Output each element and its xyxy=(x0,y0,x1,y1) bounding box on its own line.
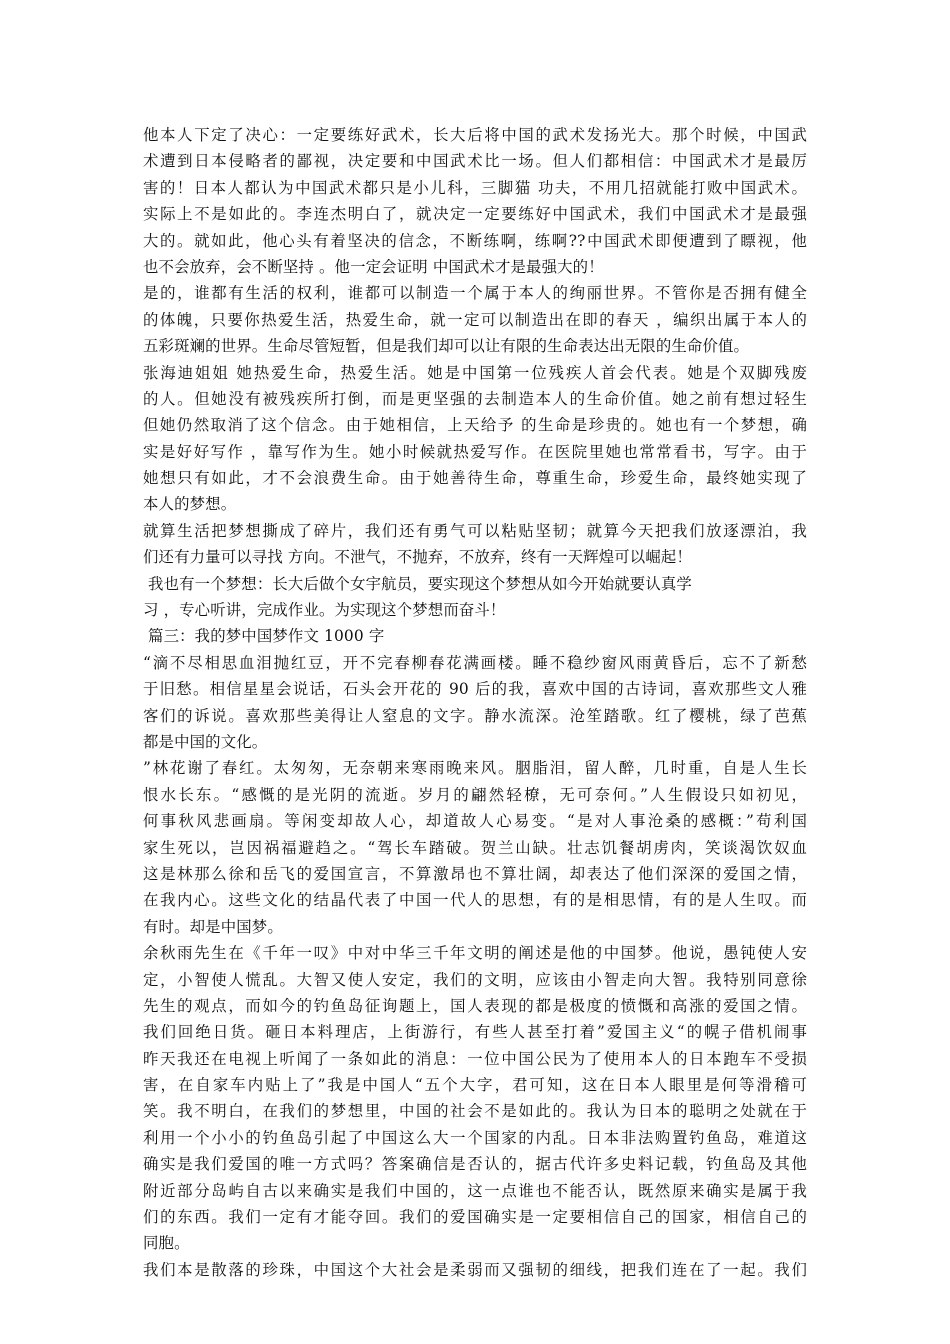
text-line: 先生的观点，而如今的钓鱼岛征询题上，国人表现的都是极度的愤慨和高涨的爱国之情。 xyxy=(143,996,807,1015)
text-line: 客们的诉说。喜欢那些美得让人窒息的文字。静水流深。沧笙踏歌。红了樱桃，绿了芭蕉 xyxy=(143,706,807,725)
text-line: 昨天我还在电视上听闻了一条如此的消息：一位中国公民为了使用本人的日本跑车不受损 xyxy=(143,1049,807,1068)
text-line: 害，在自家车内贴上了”我是中国人“五个大字，君可知，这在日本人眼里是何等滑稽可 xyxy=(143,1076,807,1095)
text-line: 习 ，专心听讲，完成作业。为实现这个梦想而奋斗！ xyxy=(143,601,506,620)
text-line: 笑。我不明白，在我们的梦想里，中国的社会不是如此的。我认为日本的聪明之处就在于 xyxy=(143,1102,807,1121)
text-line: 这是林那么徐和岳飞的爱国宣言，不算激昂也不算壮阔，却表达了他们深深的爱国之情， xyxy=(143,864,807,883)
text-line: 何事秋风悲画扇。等闲变却故人心，却道故人心易变。“是对人事沧桑的感概：”苟利国 xyxy=(143,812,807,831)
text-line: 余秋雨先生在《千年一叹》中对中华三千年文明的阐述是他的中国梦。他说，愚钝使人安 xyxy=(143,944,807,963)
text-line: 的人。但她没有被残疾所打倒，而是更坚强的去制造本人的生命价值。她之前有想过轻生 xyxy=(143,389,807,408)
text-line: 我也有一个梦想：长大后做个女宇航员，要实现这个梦想从如今开始就要认真学 xyxy=(143,574,692,593)
text-line: 有时。却是中国梦。 xyxy=(143,917,283,936)
text-line: 们的东西。我们一定有才能夺回。我们的爱国确实是一定要相信自己的国家，相信自己的 xyxy=(143,1208,807,1227)
text-line: 就算生活把梦想撕成了碎片，我们还有勇气可以粘贴坚韧；就算今天把我们放逐漂泊，我 xyxy=(143,521,807,540)
text-line: 实际上不是如此的。李连杰明白了，就决定一定要练好中国武术，我们中国武术才是最强 xyxy=(143,205,807,224)
text-line: 确实是我们爱国的唯一方式吗？答案确信是否认的，据古代许多史料记载，钓鱼岛及其他 xyxy=(143,1155,807,1174)
text-line: 张海迪姐姐 她热爱生命，热爱生活。她是中国第一位残疾人首会代表。她是个双脚残废 xyxy=(143,363,807,382)
text-line: 也不会放弃，会不断坚持 。他一定会证明 中国武术才是最强大的！ xyxy=(143,257,604,276)
text-line: 他本人下定了决心：一定要练好武术，长大后将中国的武术发扬光大。那个时候，中国武 xyxy=(143,126,807,144)
text-line: 害的！日本人都认为中国武术都只是小儿科，三脚猫 功夫，不用几招就能打败中国武术。 xyxy=(143,178,807,197)
text-line: 在我内心。这些文化的结晶代表了中国一代人的思想，有的是相思情，有的是人生叹。而 xyxy=(143,891,807,910)
text-line: 我们回绝日货。砸日本料理店，上街游行，有些人甚至打着”爱国主义“的幌子借机闹事 xyxy=(143,1023,807,1042)
text-line: 实是好好写作 ，靠写作为生。她小时候就热爱写作。在医院里她也常常看书，写字。由于 xyxy=(143,442,807,461)
text-line: 恨水长东。“感慨的是光阴的流逝。岁月的翩然轻橑，无可奈何。”人生假设只如初见， xyxy=(143,785,807,804)
text-line: 都是中国的文化。 xyxy=(143,732,268,751)
text-line: 术遭到日本侵略者的鄙视，决定要和中国武术比一场。但人们都相信：中国武术才是最厉 xyxy=(143,152,807,171)
text-line: 但她仍然取消了这个信念。由于她相信，上天给予 的生命是珍贵的。她也有一个梦想，确 xyxy=(143,416,807,435)
text-line: 利用一个小小的钓鱼岛引起了中国这么大一个国家的内乱。日本非法购置钓鱼岛，难道这 xyxy=(143,1128,807,1147)
text-line: 附近部分岛屿自古以来确实是我们中国的，这一点谁也不能否认，既然原来确实是属于我 xyxy=(143,1181,807,1200)
text-line: 大的。就如此，他心头有着坚决的信念，不断练啊，练啊??中国武术即便遭到了瞟视，他 xyxy=(143,231,807,250)
text-line: 定，小智使人慌乱。大智又使人安定，我们的文明，应该由小智走向大智。我特别同意徐 xyxy=(143,970,807,989)
text-line: 五彩斑斓的世界。生命尽管短暂，但是我们却可以让有限的生命表达出无限的生命价值。 xyxy=(143,337,750,356)
essay-body xyxy=(143,122,807,1283)
text-line: 同胞。 xyxy=(143,1234,190,1253)
text-line: ”林花谢了春红。太匆匆，无奈朝来寒雨晚来风。胭脂泪，留人醉，几时重，自是人生长 xyxy=(143,759,807,778)
text-line: 家生死以，岂因祸福避趋之。“驾长车踏破。贺兰山缺。壮志饥餐胡虏肉，笑谈渴饮奴血 xyxy=(143,838,807,857)
text-line: “滴不尽相思血泪抛红豆，开不完春柳春花满画楼。睡不稳纱窗风雨黄昏后，忘不了新愁 xyxy=(143,653,807,672)
text-line: 于旧愁。相信星星会说话，石头会开花的 90 后的我，喜欢中国的古诗词，喜欢那些文人雅 xyxy=(143,680,807,699)
text-line: 们还有力量可以寻找 方向。不泄气，不抛弃，不放弃，终有一天辉煌可以崛起！ xyxy=(143,548,692,567)
text-line: 是的，谁都有生活的权利，谁都可以制造一个属于本人的绚丽世界。不管你是否拥有健全 xyxy=(143,284,807,303)
section-heading: 篇三：我的梦中国梦作文 1000 字 xyxy=(143,627,385,646)
text-line: 的体魄，只要你热爱生活，热爱生命，就一定可以制造出在即的春天 ，编织出属于本人的 xyxy=(143,310,807,329)
text-line: 她想只有如此，才不会浪费生命。由于她善待生命，尊重生命，珍爱生命，最终她实现了 xyxy=(143,469,807,488)
text-line: 我们本是散落的珍珠，中国这个大社会是柔弱而又强韧的细线，把我们连在了一起。我们 xyxy=(143,1260,807,1279)
text-line: 本人的梦想。 xyxy=(143,495,237,514)
